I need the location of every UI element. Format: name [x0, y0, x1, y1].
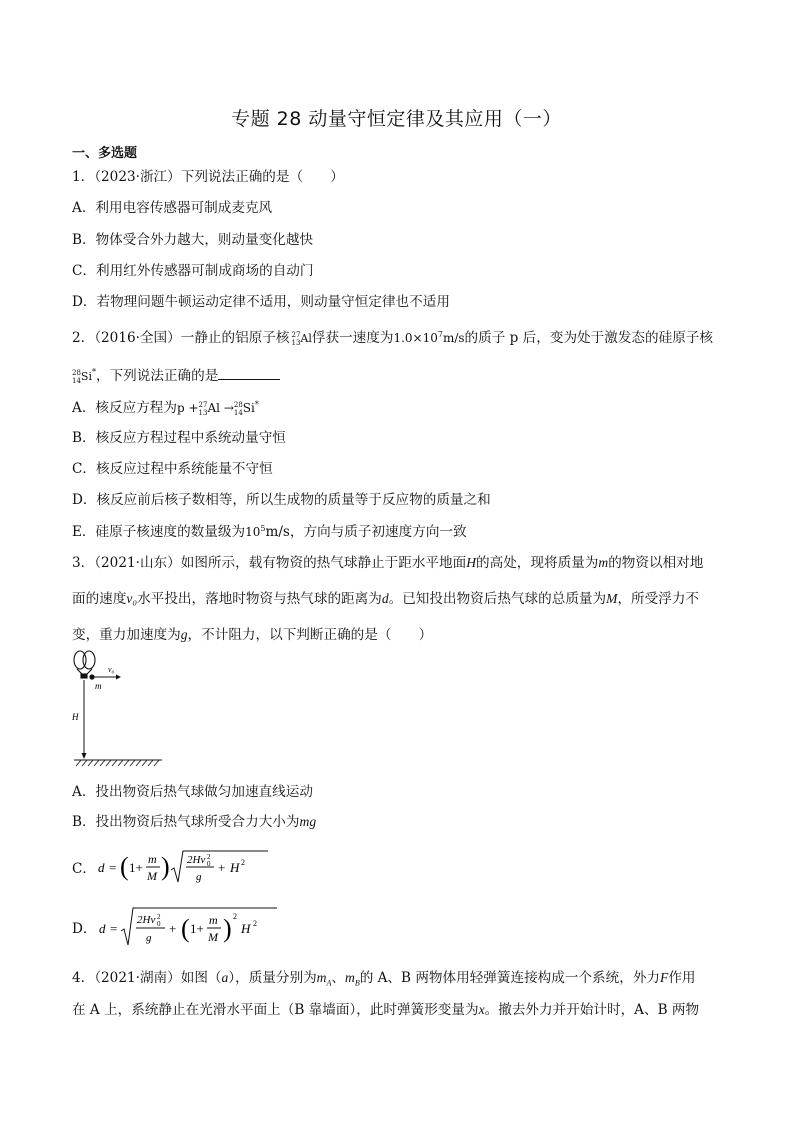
q4-stem-line2: 在 A 上，系统静止在光滑水平面上（B 靠墙面），此时弹簧形变量为x。撤去外力并开始计时，A、B 两物 [72, 1002, 700, 1018]
svg-text:2: 2 [241, 858, 245, 867]
svg-text:m: m [208, 913, 218, 927]
q3-stem-line1: 3．（2021·山东）如图所示，载有物资的热气球静止于距水平地面H的高处，现将质量为m的物资以相对地 [72, 555, 704, 571]
svg-text:2: 2 [156, 913, 160, 921]
ground-hatching [76, 760, 159, 766]
svg-text:1+: 1+ [129, 860, 143, 875]
formula-d [97, 905, 297, 949]
svg-text:d: d [98, 921, 105, 936]
q1-stem: 1．（2023·浙江）下列说法正确的是（ ） [72, 169, 344, 185]
svg-text:2Hv: 2Hv [187, 854, 206, 866]
svg-text:g: g [145, 932, 151, 944]
q3-stem-line3: 变，重力加速度为g，不计阻力，以下判断正确的是（ ） [72, 627, 433, 643]
svg-text:0: 0 [207, 860, 211, 868]
svg-text:M: M [147, 869, 157, 883]
q3-option-b: B．投出物资后热气球所受合力大小为mg [72, 814, 317, 830]
svg-text:g: g [196, 871, 202, 883]
hot-air-balloon-icon [74, 651, 95, 678]
v0-label: v₀ [108, 665, 115, 674]
q3-option-d: D． d = 2Hv 2 0 g + ( 1+ m M ) 2 H 2 [72, 905, 297, 949]
svg-text:d: d [98, 860, 105, 875]
svg-text:H: H [240, 921, 250, 936]
svg-text:2Hv: 2Hv [136, 914, 155, 926]
svg-text:m: m [148, 852, 157, 866]
svg-text:): ) [222, 914, 232, 943]
q2-stem-line1: 2．（2016·全国）一静止的铝原子核 27 13 Al俘获一速度为$1.0\times 10^7m/s$的质子 p 后，变为处于激发态的硅原子核 [72, 330, 713, 347]
q3-option-a: A．投出物资后热气球做匀加速直线运动 [72, 784, 313, 800]
svg-text:+: + [218, 860, 226, 875]
q1-option-d: D．若物理问题牛顿运动定律不适用，则动量守恒定律也不适用 [72, 294, 450, 310]
q2-option-a: A．核反应方程为p + 27 13 Al → 28 14 Si* [72, 400, 259, 417]
q1-option-a: A．利用电容传感器可制成麦克风 [72, 200, 273, 216]
height-arrowhead [82, 753, 87, 759]
svg-text:2: 2 [232, 912, 237, 921]
svg-text:2: 2 [207, 853, 211, 861]
page-title: 专题 28 动量守恒定律及其应用（一） [231, 108, 562, 130]
svg-text:(: ( [180, 914, 190, 943]
q1-option-c: C．利用红外传感器可制成商场的自动门 [72, 263, 314, 279]
q2-option-d: D．核反应前后核子数相等，所以生成物的质量等于反应物的质量之和 [72, 492, 491, 508]
al-nuclide-numbers: 27 13 [291, 330, 301, 347]
q3-stem-line2: 面的速度v₀水平投出，落地时物资与热气球的距离为d。已知投出物资后热气球的总质量为M，所受浮力不 [72, 591, 700, 607]
svg-text:=: = [109, 860, 117, 875]
q4-stem-line1: 4．（2021·湖南）如图（a），质量分别为$m_A$、$m_B$的 A、B 两物体用轻弹簧连接构成一个系统，外力F作用 [72, 970, 696, 988]
svg-text:+: + [168, 921, 176, 936]
H-label: H [72, 712, 79, 722]
svg-text:2: 2 [252, 919, 257, 928]
svg-text:): ) [161, 852, 170, 881]
velocity-arrowhead [116, 675, 121, 680]
svg-text:H: H [230, 860, 240, 875]
svg-text:0: 0 [156, 920, 160, 928]
svg-text:=: = [109, 921, 117, 936]
svg-text:M: M [207, 930, 218, 944]
balloon-figure [72, 650, 172, 768]
q3-option-c: C． d = ( 1+ m M ) 2Hv 2 0 g + H 2 [72, 848, 276, 886]
m-label: m [95, 681, 102, 691]
svg-text:(: ( [120, 852, 129, 881]
payload-dot [89, 674, 94, 679]
section-heading: 一、多选题 [72, 146, 138, 161]
q2-option-e: E．硅原子核速度的数量级为$10^5m/s$，方向与质子初速度方向一致 [72, 524, 467, 540]
q2-stem-line2: 28 14 Si*，下列说法正确的是 [72, 364, 280, 385]
formula-c [96, 848, 276, 886]
q2-option-b: B．核反应方程过程中系统动量守恒 [72, 430, 286, 446]
svg-text:1+: 1+ [189, 921, 204, 936]
si-nuclide-numbers: 28 14 [72, 368, 81, 385]
q1-option-b: B．物体受合外力越大，则动量变化越快 [72, 232, 314, 248]
answer-blank [218, 367, 280, 380]
q2-option-c: C．核反应过程中系统能量不守恒 [72, 461, 273, 477]
